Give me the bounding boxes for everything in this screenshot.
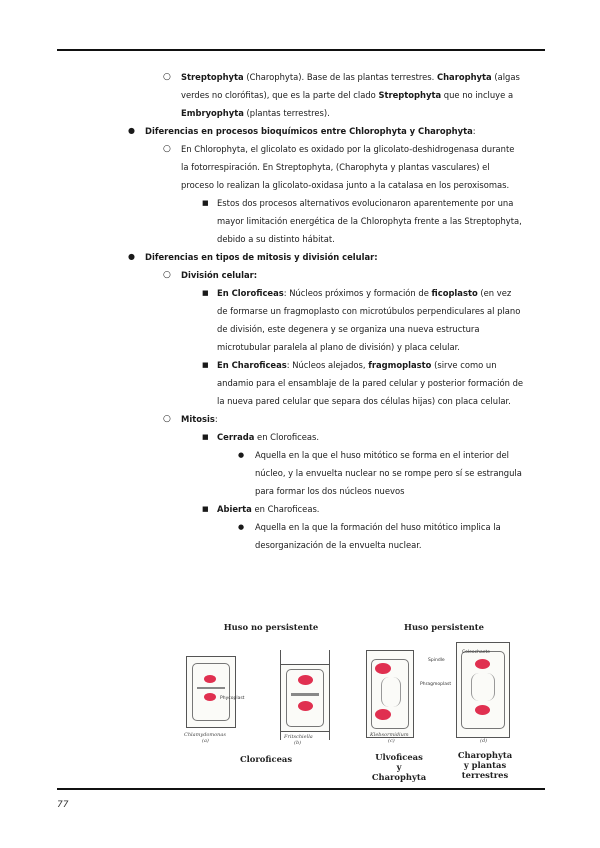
text-run: (plantas terrestres). [243, 108, 330, 118]
nucleus [298, 701, 313, 711]
list-item [202, 428, 524, 446]
text-run: Aquella en la que el huso mitótico se forma en el interior del núcleo, y la envuelta nuclear no se rompe pero sí se estrangula para formar los dos núcleos nuevos [255, 450, 522, 496]
group-label-mid: Ulvoficeas y Charophyta [371, 752, 427, 782]
list-item [163, 410, 521, 428]
bullet-marker: ■ [202, 289, 209, 297]
list-item [128, 122, 543, 140]
text-run: : [214, 414, 218, 424]
cell-coleochaete [456, 642, 510, 738]
text-run: Estos dos procesos alternativos evolucionaron aparentemente por una mayor limitación energética de la Chlorophyta frente a las Streptophyta, debido a su distinto hábitat. [217, 198, 522, 244]
group-label-left: Cloroficeas [239, 754, 293, 764]
bold-term: Charophyta [436, 72, 492, 82]
bullet-marker: ○ [163, 144, 171, 154]
bullet-marker: ■ [202, 199, 209, 207]
text-run: (sirve como un andamio para el ensamblaje de la pared celular y posterior formación de la nueva pared celular que separa dos células hijas) con placa celular. [217, 360, 524, 406]
nucleus [204, 693, 216, 701]
list-item-text [181, 414, 218, 424]
list-item [202, 194, 524, 248]
page-number: 77 [57, 800, 69, 810]
nucleus [375, 709, 391, 720]
phragmoplast-label: Phragmoplast [420, 682, 452, 687]
list-item-text [217, 360, 523, 406]
list-item [163, 140, 521, 194]
cell-chlamydomonas [186, 656, 236, 728]
text-run: En Chlorophyta, el glicolato es oxidado por la glicolato-deshidrogenasa durante la fotorrespiración. En Streptophyta, (Charophyta y plantas vasculares) el proceso lo realizan la glicolato-oxidasa junto a la catalasa en los peroxisomas. [181, 144, 515, 190]
list-item-text [217, 504, 319, 514]
list-item-text [255, 522, 501, 550]
bold-term: Embryophyta [181, 108, 244, 118]
text-run: que no incluye a [441, 90, 514, 100]
nucleus [475, 705, 490, 715]
bullet-marker: ○ [163, 414, 171, 424]
bullet-marker: ■ [202, 433, 209, 441]
list-item [163, 266, 521, 284]
text-run: : Núcleos próximos y formación de [283, 288, 432, 298]
list-item-text [181, 72, 520, 118]
list-item [238, 518, 530, 554]
list-item-text [181, 144, 514, 190]
phycoplast-label: Phycoplast [220, 696, 245, 701]
text-run: Aquella en la que la formación del huso mitótico implica la desorganización de la envuelta nuclear. [255, 522, 501, 550]
bold-term: fragmoplasto [368, 360, 432, 370]
bold-term: Abierta [217, 504, 252, 514]
bullet-marker: ● [128, 126, 135, 135]
header-rule [57, 49, 545, 51]
list-item-text [145, 126, 476, 136]
bullet-marker: ■ [202, 361, 209, 369]
nucleus [298, 675, 313, 685]
bullet-marker: ● [238, 451, 245, 459]
text-run: en Cloroficeas. [254, 432, 320, 442]
document-body [0, 68, 600, 554]
bold-term: Diferencias en procesos bioquímicos entre Chlorophyta y Charophyta [145, 126, 473, 136]
list-item [163, 68, 521, 122]
group-label-right: Charophyta y plantas terrestres [457, 750, 513, 780]
text-run: (en vez de formarse un fragmoplasto con microtúbulos perpendiculares al plano de división, este degenera y se organiza una nueva estructura microtubular paralela al plano de división) y placa celular. [217, 288, 521, 352]
spindle-label: Spindle [428, 658, 445, 663]
bold-term: Cerrada [217, 432, 255, 442]
bullet-marker: ○ [163, 270, 171, 280]
coleochaete-label: Coleochaete [462, 650, 491, 655]
bold-term: Diferencias en tipos de mitosis y división celular: [145, 252, 378, 262]
caption-a: Chlamydomonas (a) [184, 732, 226, 744]
bold-term: Mitosis [181, 414, 215, 424]
bold-term: División celular: [181, 270, 258, 280]
cell-klebsormidium [366, 650, 414, 738]
bullet-marker: ● [128, 252, 135, 261]
list-item [238, 446, 530, 500]
caption-b: Fritschiella (b) [284, 734, 313, 746]
figure-title-left: Huso no persistente [223, 622, 319, 632]
bullet-marker: ○ [163, 72, 171, 82]
list-item-text [217, 288, 520, 352]
list-item-text [217, 432, 319, 442]
caption-d: (d) [480, 738, 488, 744]
nucleus [475, 659, 490, 669]
nucleus [375, 663, 391, 674]
text-run: (algas verdes no clorófitas), que es la parte del clado [181, 72, 520, 100]
list-item [202, 284, 524, 356]
list-item-text [217, 198, 522, 244]
bold-term: En Charoficeas [217, 360, 287, 370]
list-item [202, 500, 524, 518]
cell-fritschiella [280, 664, 330, 732]
bullet-marker: ● [238, 523, 245, 531]
bold-term: Streptophyta [378, 90, 442, 100]
bold-term: ficoplasto [431, 288, 478, 298]
nucleus [204, 675, 216, 683]
bullet-marker: ■ [202, 505, 209, 513]
list-item-text [145, 252, 378, 262]
list-item [202, 356, 524, 410]
bold-term: Streptophyta [181, 72, 244, 82]
caption-c: Klebsormidium (c) [370, 732, 409, 744]
figure-title-right: Huso persistente [404, 622, 484, 632]
list-item-text [255, 450, 522, 496]
footer-rule [57, 788, 545, 790]
list-item [128, 248, 543, 266]
text-run: : [472, 126, 476, 136]
text-run: en Charoficeas. [251, 504, 320, 514]
text-run: : Núcleos alejados, [286, 360, 369, 370]
mitosis-figure [180, 622, 526, 782]
text-run: (Charophyta). Base de las plantas terrestres. [243, 72, 437, 82]
list-item-text [181, 270, 257, 280]
bold-term: En Cloroficeas [217, 288, 284, 298]
